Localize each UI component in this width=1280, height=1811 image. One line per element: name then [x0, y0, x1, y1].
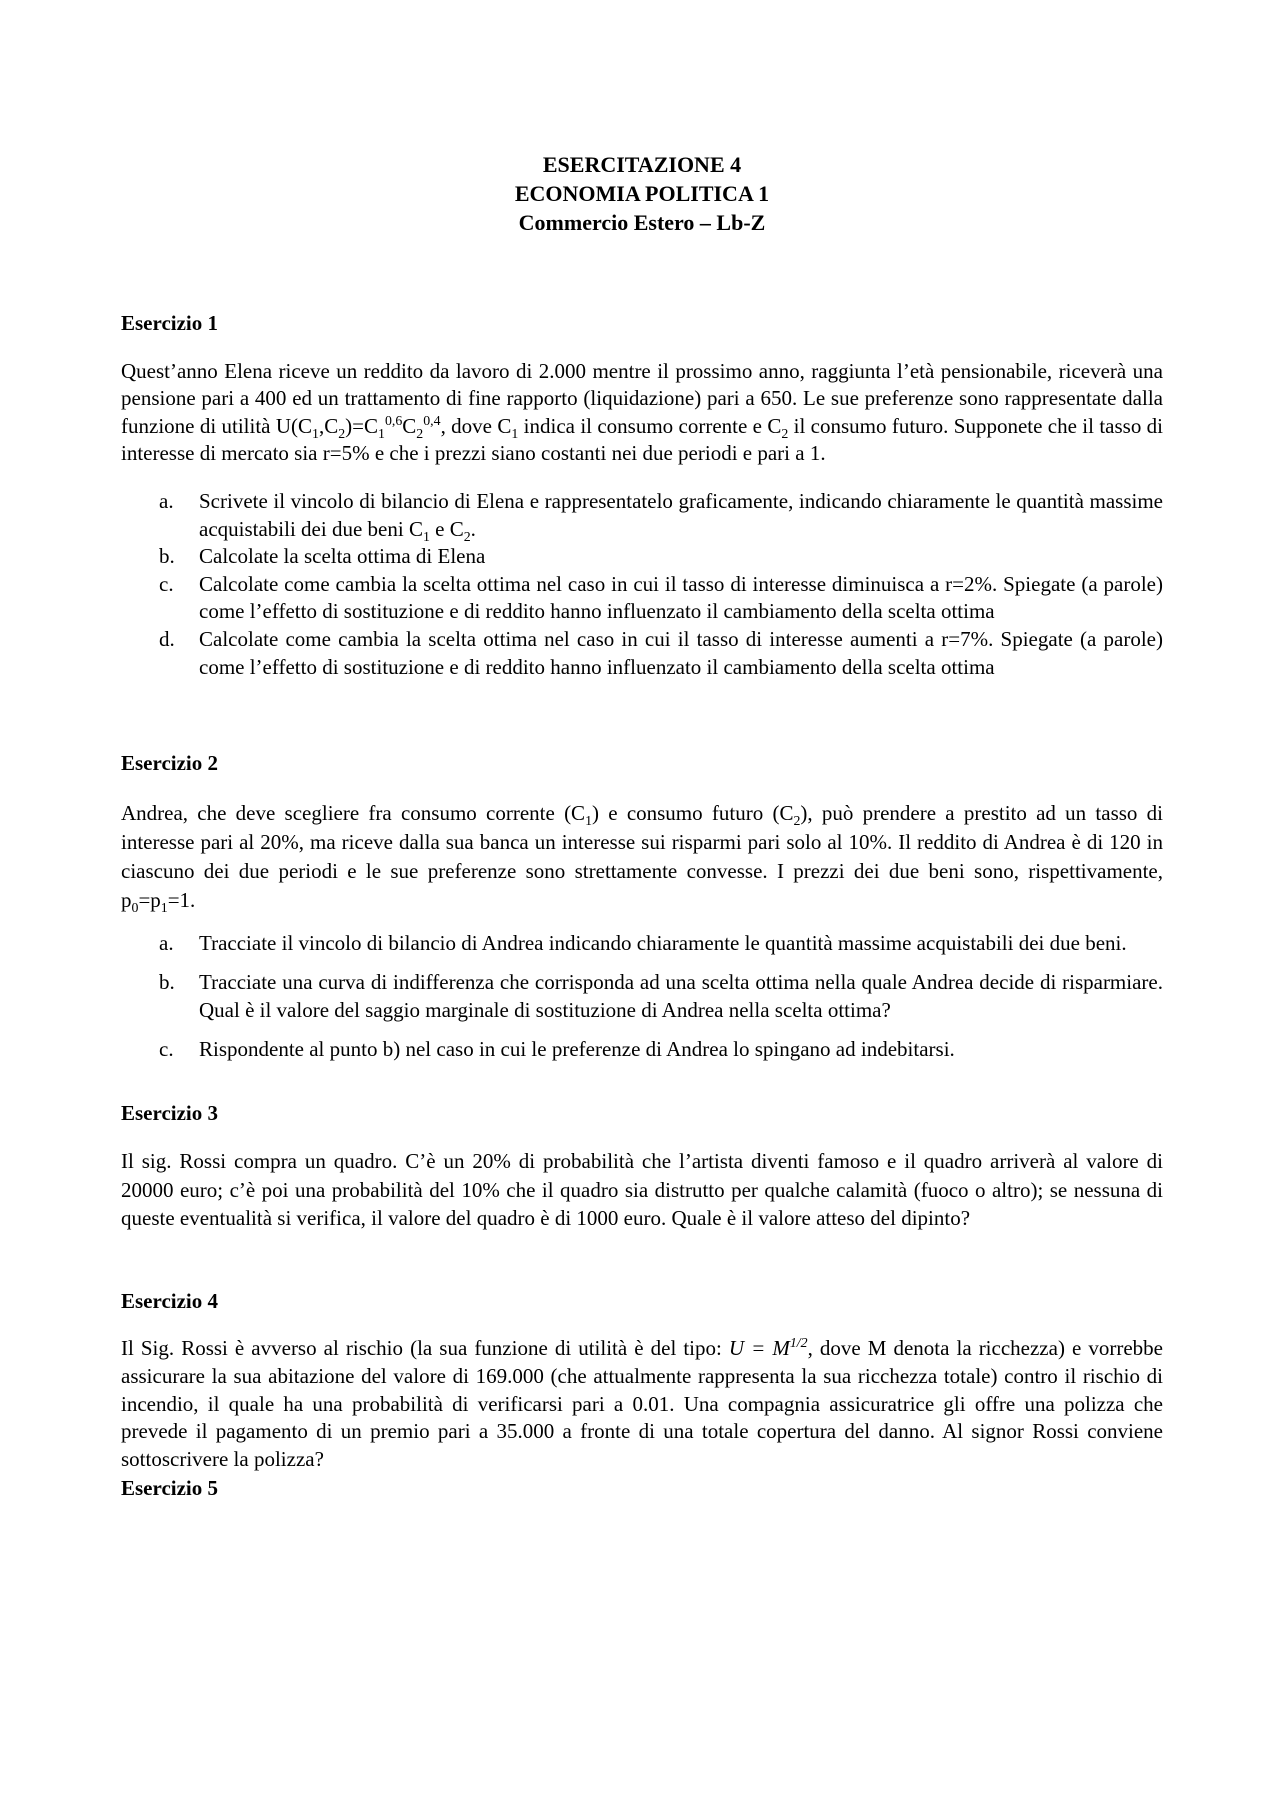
exercise-5-heading: Esercizio 5 — [121, 1476, 219, 1501]
exercise-5 — [121, 1475, 1163, 1503]
exercise-3-heading: Esercizio 3 — [121, 1100, 219, 1125]
exercise-3-text: Il sig. Rossi compra un quadro. C’è un 20% di probabilità che l’artista diventi famoso e il quadro arriverà al valore di 20000 euro; c’è poi una probabilità del 10% che il quadro sia distrutto per qualche calamità (fuoco o altro); se nessuna di queste eventualità si verifica, il valore del quadro è di 1000 euro. Quale è il valore atteso del dipinto? — [121, 1149, 1163, 1231]
title-line-3: Commercio Estero – Lb-Z — [518, 210, 766, 235]
list-item: b. Tracciate una curva di indifferenza che corrisponda ad una scelta ottima nella quale Andrea decide di risparmiare. Qual è il valore del saggio marginale di sostituzione di Andrea nella scelta ottima? — [159, 969, 1163, 1022]
list-item: c. Rispondente al punto b) nel caso in cui le preferenze di Andrea lo spingano ad indebitarsi. — [159, 1036, 955, 1061]
list-item: a. Tracciate il vincolo di bilancio di Andrea indicando chiaramente le quantità massime acquistabili dei due beni. — [159, 930, 1127, 955]
list-item: c. Calcolate come cambia la scelta ottima nel caso in cui il tasso di interesse diminuisca a r=2%. Spiegate (a parole) come l’effetto di sostituzione e di reddito hanno influenzato il cambiamento della scelta ottima — [159, 571, 1163, 624]
list-item: a. Scrivete il vincolo di bilancio di Elena e rappresentatelo graficamente, indicando chiaramente le quantità massime acquistabili dei due beni $C_1$ e $C_2$. — [159, 488, 1163, 544]
exercise-2 — [121, 750, 1163, 1063]
exercise-2-questions — [121, 929, 1163, 1063]
exercise-2-heading: Esercizio 2 — [121, 751, 219, 776]
document-title — [121, 150, 1163, 237]
exercise-1 — [121, 310, 1163, 681]
exercise-2-text: Andrea, che deve scegliere fra consumo corrente $(C_1)$ e consumo futuro $(C_2)$, può prendere a prestito ad un tasso di interesse pari al 20%, ma riceve dalla sua banca un interesse sui risparmi pari solo al 10%. Il reddito di Andrea è di 120 in ciascuno dei due periodi e le sue preferenze sono strettamente convesse. I prezzi dei due beni sono, rispettivamente, $p_0=p_1=1$. — [121, 800, 1163, 915]
exercise-3 — [121, 1100, 1163, 1233]
exercise-1-heading: Esercizio 1 — [121, 311, 219, 335]
exercise-4 — [121, 1288, 1163, 1474]
exercise-1-questions — [121, 488, 1163, 681]
exercise-4-text: Il Sig. Rossi è avverso al rischio (la sua funzione di utilità è del tipo: $U = M^{1/2}$, dove M denota la ricchezza) e vorrebbe assicurare la sua abitazione del valore di 169.000 (che attualmente rappresenta la sua ricchezza totale) contro il rischio di incendio, il quale ha una probabilità di verificarsi pari a 0.01. Una compagnia assicuratrice gli offre una polizza che prevede il pagamento di un premio pari a 35.000 a fronte di una totale copertura del danno. Al signor Rossi conviene sottoscrivere la polizza? — [121, 1335, 1163, 1471]
list-item: b. Calcolate la scelta ottima di Elena — [159, 544, 486, 569]
exercise-4-heading: Esercizio 4 — [121, 1288, 219, 1313]
list-item: d. Calcolate come cambia la scelta ottima nel caso in cui il tasso di interesse aumenti a r=7%. Spiegate (a parole) come l’effetto di sostituzione e di reddito hanno influenzato il cambiamento della scelta ottima — [159, 626, 1163, 679]
exercise-1-text: Quest’anno Elena riceve un reddito da lavoro di 2.000 mentre il prossimo anno, raggiunta l’età pensionabile, riceverà una pensione pari a 400 ed un trattamento di fine rapporto (liquidazione) pari a 650. Le sue preferenze sono rappresentate dalla funzione di utilità $U(C_1,C_2)=C_1^{0,6}C_2^{0,4}$, dove $C_1$ indica il consumo corrente e $C_2$ il consumo futuro. Supponete che il tasso di interesse di mercato sia r=5% e che i prezzi siano costanti nei due periodi e pari a 1. — [121, 358, 1164, 466]
title-line-1: ESERCITAZIONE 4 — [542, 152, 742, 177]
title-line-2: ECONOMIA POLITICA 1 — [514, 181, 770, 206]
document-page — [121, 150, 1163, 1503]
